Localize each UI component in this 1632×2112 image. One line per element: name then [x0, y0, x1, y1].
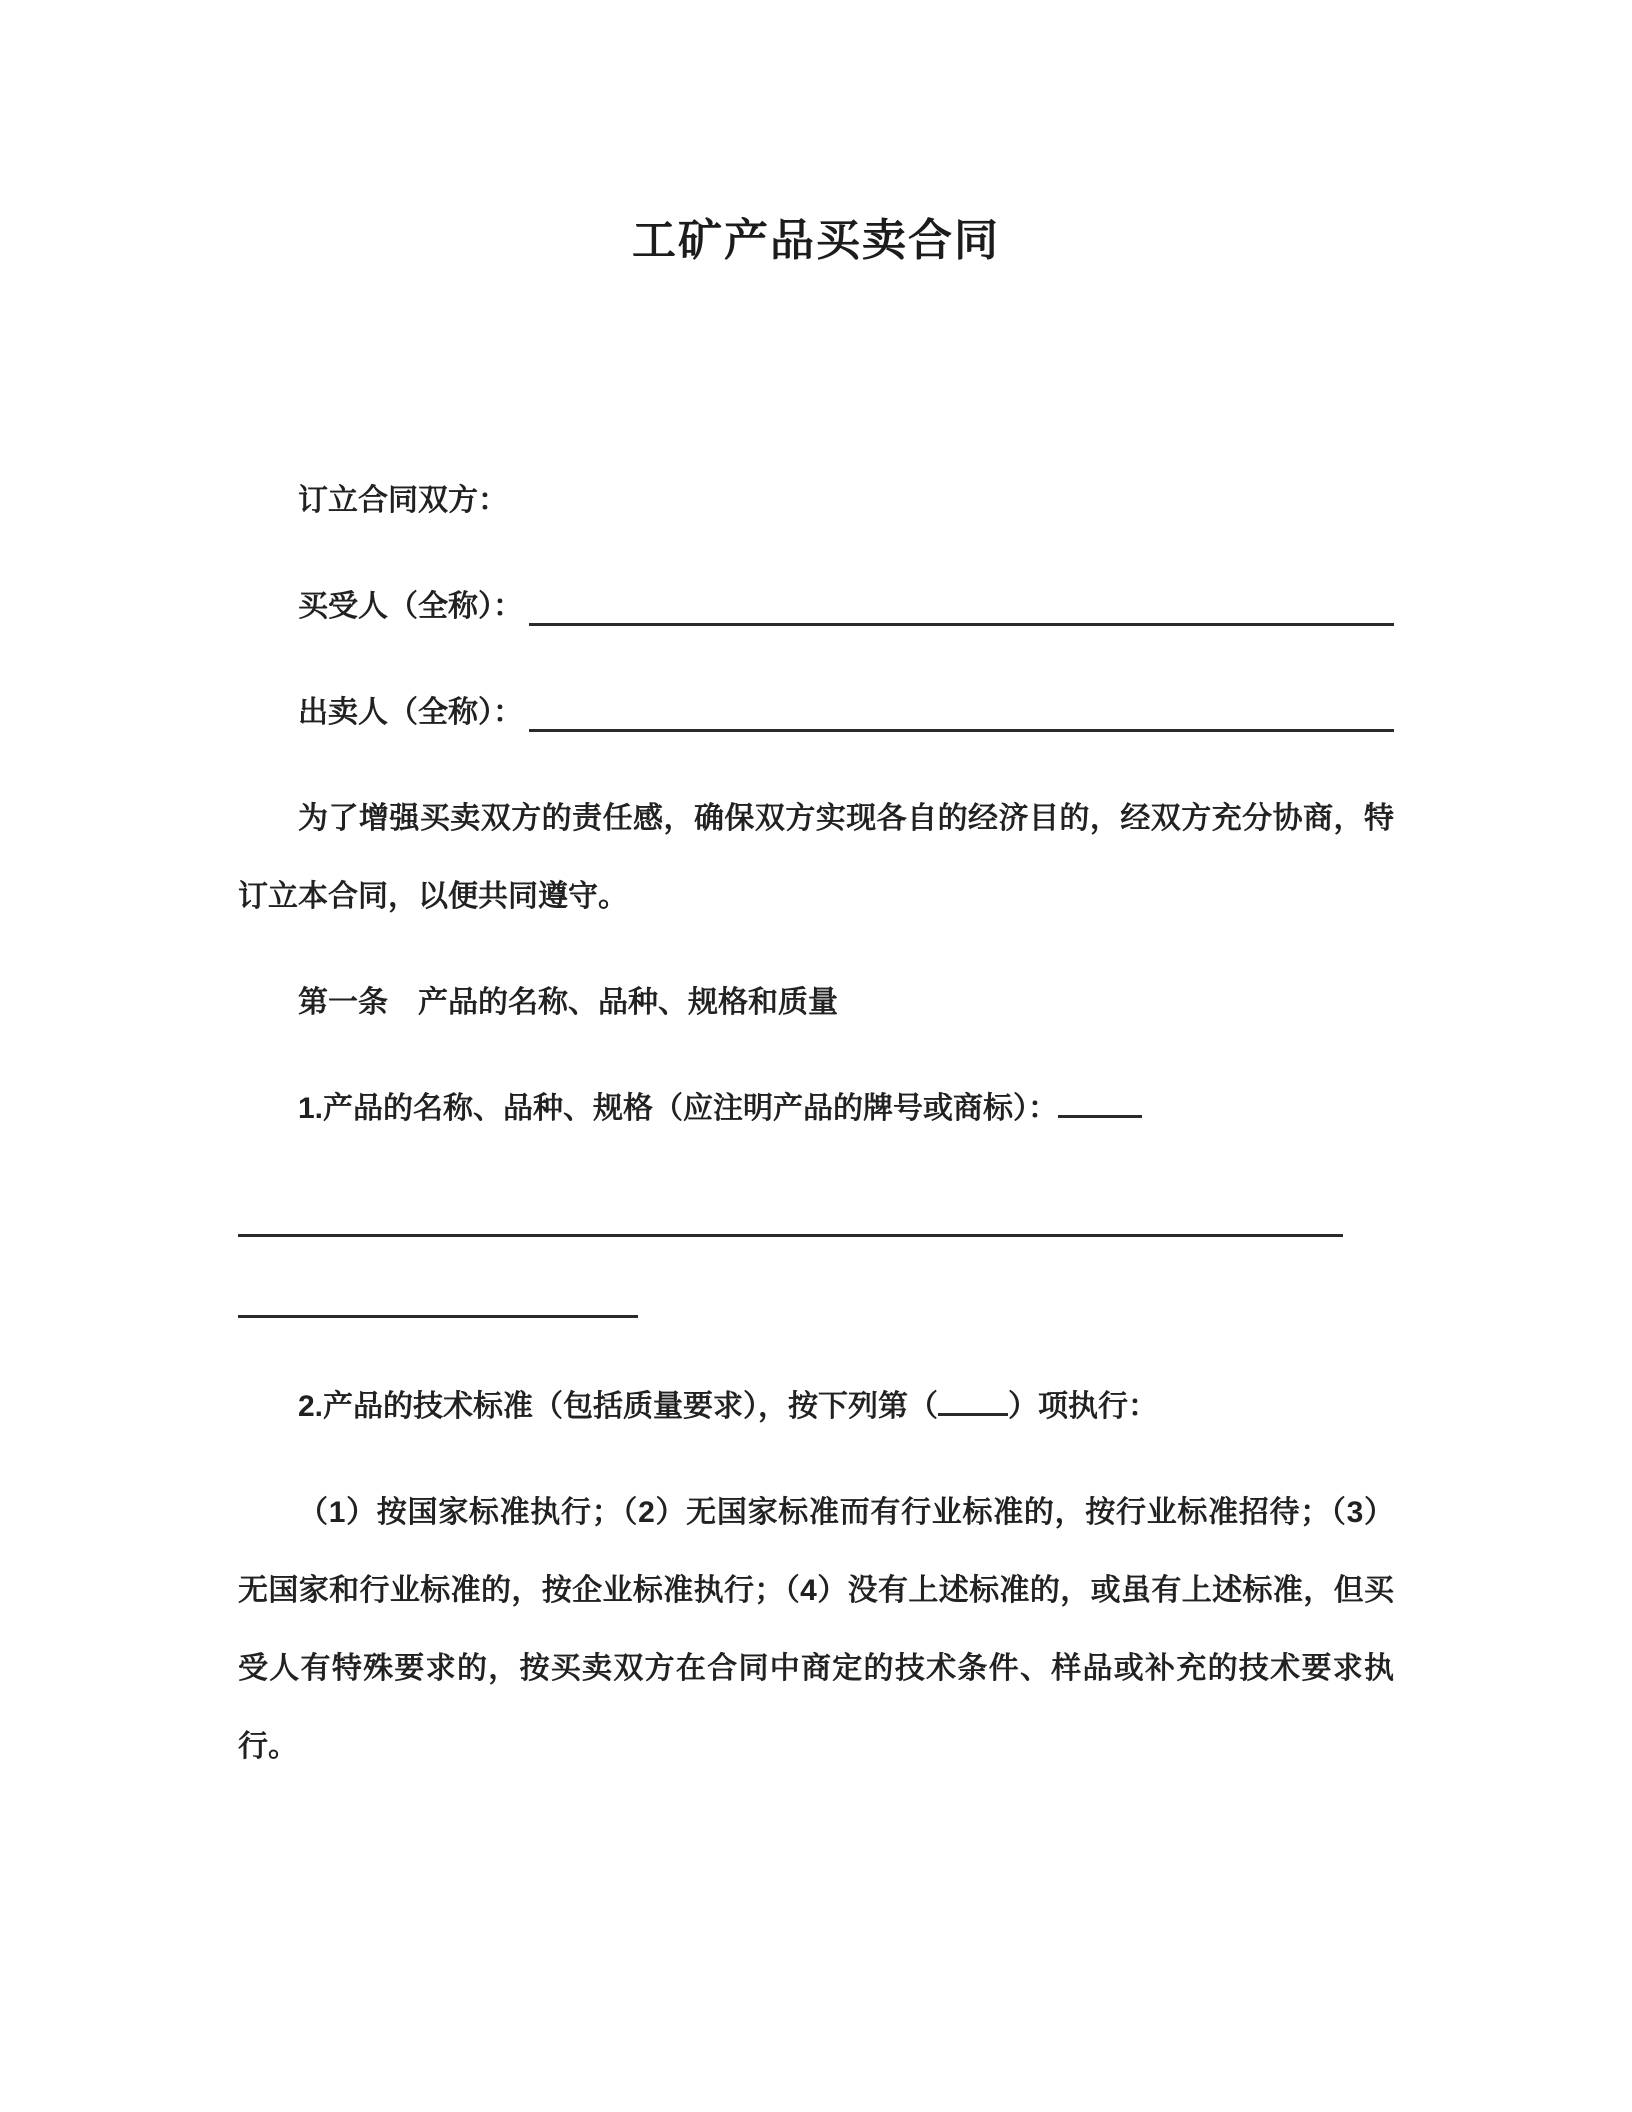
item1-blank-line-2[interactable] — [238, 1176, 1343, 1237]
article1-item2-prefix: 2.产品的技术标准（包括质量要求），按下列第（ — [298, 1390, 939, 1423]
buyer-name-blank[interactable] — [529, 623, 1394, 626]
seller-label: 出卖人（全称）： — [298, 696, 523, 729]
buyer-row — [238, 568, 1394, 646]
article1-item2-suffix: ）项执行： — [1008, 1390, 1159, 1423]
article1-item1 — [238, 1070, 1394, 1148]
article1-item2-options: （1）按国家标准执行；（2）无国家标准而有行业标准的，按行业标准招待；（3）无国家和行业标准的，按企业标准执行；（4）没有上述标准的，或虽有上述标准，但买受人有特殊要求的，按买卖双方在合同中商定的技术条件、样品或补充的技术要求执行。 — [238, 1496, 1394, 1763]
article1-heading: 第一条 产品的名称、品种、规格和质量 — [298, 986, 838, 1019]
article1-item1-label: 1.产品的名称、品种、规格（应注明产品的牌号或商标）： — [298, 1092, 1059, 1125]
article1-item2 — [238, 1368, 1394, 1446]
document-title: 工矿产品买卖合同 — [632, 216, 1000, 265]
seller-row — [238, 674, 1394, 752]
seller-name-blank[interactable] — [529, 729, 1394, 732]
preamble-paragraph: 为了增强买卖双方的责任感，确保双方实现各自的经济目的，经双方充分协商，特订立本合同，以便共同遵守。 — [238, 802, 1394, 913]
buyer-label: 买受人（全称）： — [298, 590, 523, 623]
item1-blank-line-3[interactable] — [238, 1257, 638, 1318]
item1-blank-line-start[interactable] — [1058, 1085, 1142, 1118]
parties-heading: 订立合同双方： — [298, 484, 508, 517]
item2-choice-blank[interactable] — [938, 1383, 1008, 1416]
